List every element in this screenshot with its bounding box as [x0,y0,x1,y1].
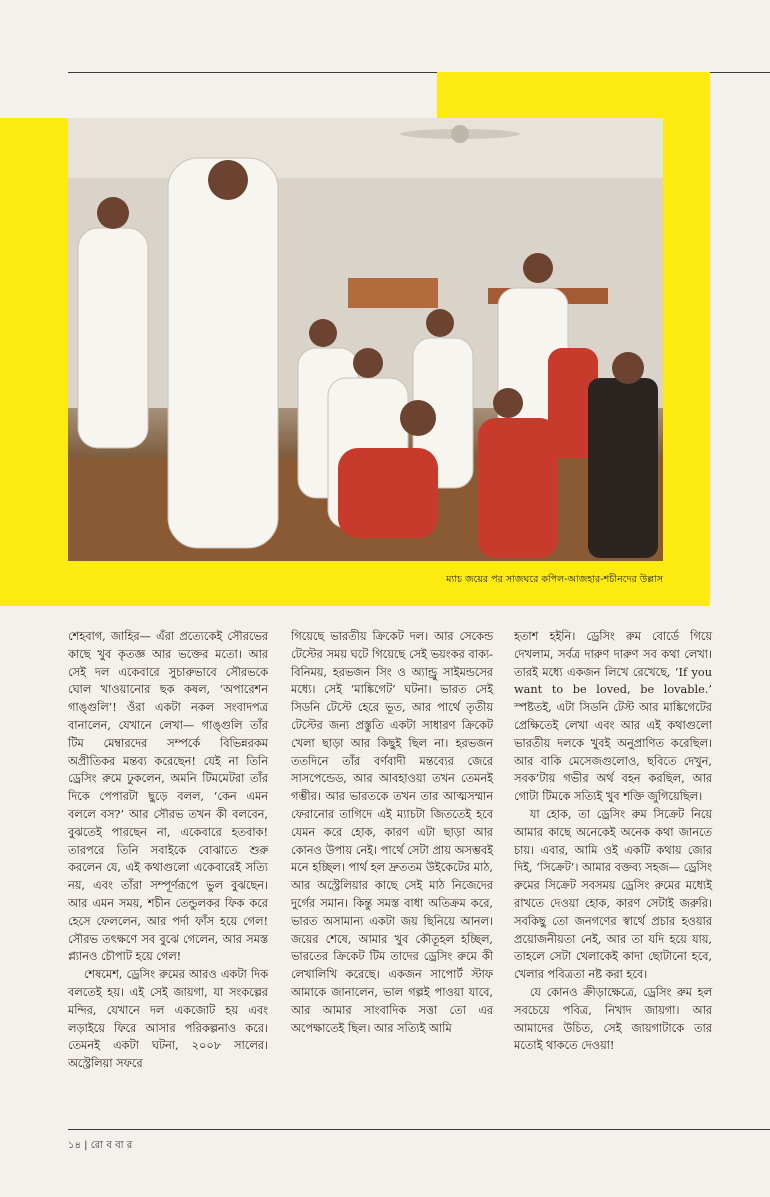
bottom-rule [68,1129,770,1130]
paragraph: যে কোনও ক্রীড়াক্ষেত্রে, ড্রেসিং রুম হল সবচেয়ে পবিত্র, নিখাদ জায়গা। আর আমাদের উচিত, সেই জায়গাটাকে তার মতোই থাকতে দেওয়া! [514,985,712,1053]
photo-illustration [68,118,663,561]
article-column-3 [514,628,712,1055]
paragraph: শেষমেশ, ড্রেসিং রুমের আরও একটা দিক বলতেই হয়। এই সেই জায়গা, যা সংকল্পের মন্দির, যেখানে দল একজোট হয় এবং লড়াইয়ে ফিরে আসার পরিকল্পনাও করে। তেমনই একটা ঘটনা, ২০০৮ সালের। অস্ট্রেলিয়া সফরে [68,968,268,1071]
paragraph: যা হোক, তা ড্রেসিং রুম সিক্রেট নিয়ে আমার কাছে অনেকেই অনেক কথা জানতে চায়। এবার, আমি ওই একটি কথায় জোর দিই, ‘সিক্রেট’। আমার বক্তব্য সহজ— ড্রেসিং রুমের সিক্রেট সবসময় ড্রেসিং রুমের মধ্যেই রাখতে দেওয়া হোক, কারণ সেটাই জরুরি। সবকিছু তো জনগণের স্বার্থে প্রচার হওয়ার প্রয়োজনীয়তা নেই, আর তা যদি হয়ে যায়, তাহলে সেটা খেলাকেই কাদা ছোটানো হবে, খেলার পবিত্রতা নষ্ট করা হবে। [514,807,712,982]
paragraph: গিয়েছে ভারতীয় ক্রিকেট দল। আর সেকেন্ড টেস্টের সময় ঘটে গিয়েছে সেই ভয়ংকর বাক্য-বিনিময়, হরভজন সিং ও অ্যান্ড্রু সাইমন্ডসের মধ্যে। সেই ‘মাঙ্কিগেট’ ঘটনা। ভারত সেই সিডনি টেস্টে হেরে ভূত, আর পার্থে তৃতীয় টেস্টের জন্য প্রস্তুতি একটা সাধারণ ক্রিকেট খেলা ছাড়া আর কিছুই ছিল না। হরভজন ততদিনে তাঁর বর্ণবাদী মন্তব্যের জেরে সাসপেন্ডেড, আর আবহাওয়া তখন তেমনই গম্ভীর। আর ভারতকে তখন তার আত্মসম্মান ফেরানোর তাগিদে এই ম্যাচটা জিততেই হবে যেমন করে হোক, কারণ এটা ছাড়া আর কোনও উপায় নেই। পার্থে সেটা প্রায় অসম্ভবই মনে হচ্ছিল। পার্থ হল দ্রুততম উইকেটের মাঠ, আর অস্ট্রেলিয়ার কাছে সেই মাঠ নিজেদের দুর্গের সমান। কিন্তু সমস্ত বাধা অতিক্রম করে, ভারত অসামান্য একটা জয় ছিনিয়ে আনল। জয়ের শেষে, আমার খুব কৌতূহল হচ্ছিল, ভারতের ক্রিকেট টিম তাদের ড্রেসিং রুমে কী লেখালিখি করেছে। একজন সাপোর্ট স্টাফ আমাকে জানালেন, ভাল গল্পই পাওয়া যাবে, আর আমার সাংবাদিক সত্তা তো এর অপেক্ষাতেই ছিল। আর সত্যিই আমি [291,630,493,1035]
article-column-1 [68,628,268,1073]
page-footer: ১৪ | রো ব বা র [68,1140,133,1151]
photo-caption: ম্যাচ জয়ের পর সাজঘরে কপিল-আজহার-শচীনদের উল্লাস [446,574,663,585]
paragraph: শেহবাগ, জাহির— এঁরা প্রত্যেকেই সৌরভের কাছে খুব কৃতজ্ঞ আর ভক্তের মতো। আর সেই দল একেবারে সুচারুভাবে সৌরভকে ঘোল খাওয়ানোর ছক কষল, ‘অপারেশন গাঙ্গুলি’! ওঁরা একটা নকল সংবাদপত্র বানালেন, যেখানে লেখা— গাঙ্গুলি তাঁর টিম মেম্বারদের সম্পর্কে বিভিন্নরকম অপ্রীতিকর মন্তব্য করেছেন! যেই না তিনি ড্রেসিং রুমে ঢুকলেন, অমনি টিমমেটরা তাঁর দিকে পেপারটা ছুড়ে বলল, ‘কেন এমন বললে বস?’ আর সৌরভ তখন কী বলবেন, বুঝতেই পারছেন না, একেবারে হতবাক! তারপরে তিনি সবাইকে বোঝাতে শুরু করলেন যে, এই কথাগুলো একেবারেই সত্যি নয়, এবং তাঁরা সম্পূর্ণরূপে ভুল বুঝছেন। আর এমন সময়, শচীন তেন্ডুলকর ফিক করে হেসে ফেললেন, আর পর্দা ফাঁস হয়ে গেল! সৌরভ তৎক্ষণে সব বুঝে গেলেন, আর সমস্ত প্ল্যানও চৌপাট হয়ে গেল! [68,630,268,964]
paragraph: হতাশ হইনি। ড্রেসিং রুম বোর্ডে গিয়ে দেখলাম, সর্বত্র দারুণ দারুণ সব কথা লেখা। তারই মধ্যে একজন লিখে রেখেছে, ‘If you want to be loved, be lovable.’ স্পষ্টতই, এটা সিডনি টেস্ট আর মাঙ্কিগেটের প্রেক্ষিতেই লেখা এবং আর এই কথাগুলো ভারতীয় দলকে খুবই অনুপ্রাণিত করেছিল। আর বাকি মেসেজগুলোও, ছবিতে দেখুন, সবক’টায় গভীর অর্থ বহন করছিল, আর গোটা টিমকে সত্যিই খুব শক্তি জুগিয়েছিল। [514,630,712,804]
article-column-2 [291,628,493,1037]
cricket-team-celebration-photo [68,118,663,561]
yellow-accent-band [437,72,710,120]
